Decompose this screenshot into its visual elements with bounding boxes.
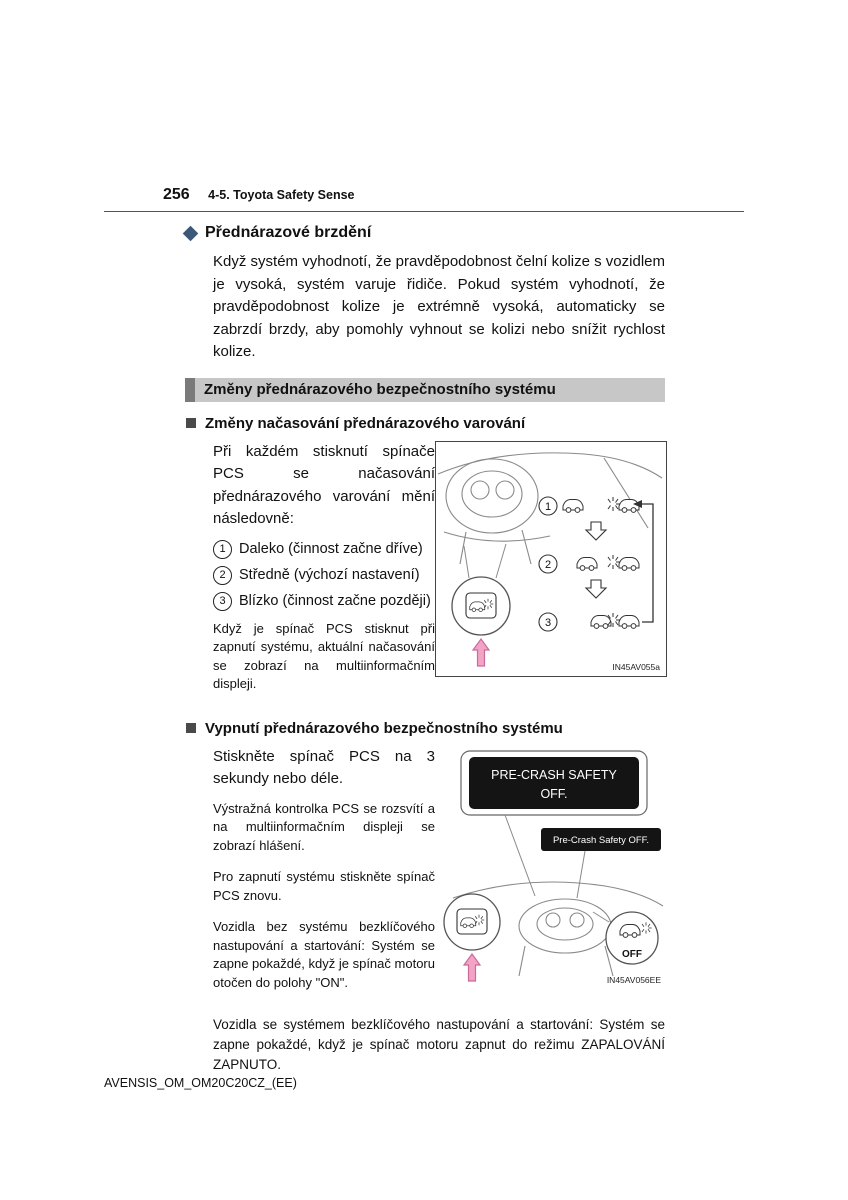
down-arrow-icon (586, 522, 606, 540)
disable-intro: Stiskněte spínač PCS na 3 sekundy nebo déle. (213, 747, 435, 787)
warning-message-text: Pre-Crash Safety OFF. (552, 834, 650, 846)
car-icon (619, 615, 639, 628)
figure-pcs-timing (435, 441, 667, 677)
collision-burst-icon (608, 555, 620, 569)
circled-number: 2 (213, 566, 232, 585)
figure-number-3: 3 (544, 616, 552, 629)
chapter-title: 4-5. Toyota Safety Sense (208, 188, 355, 202)
figure-caption: IN45AV056EE (606, 974, 661, 985)
disable-note: Vozidla bez systému bezklíčového nastupování a startování: Systém se zapne pokaždé, když je spínač motoru otočen do polohy "ON". (213, 919, 435, 990)
square-bullet-icon (186, 723, 196, 733)
precrash-braking-paragraph: Když systém vyhodnotí, že pravděpodobnost čelní kolize s vozidlem je vysoká, systém varuje řidiče. Pokud systém vyhodnotí, že pravděpodobnost kolize je extrémně vysoká, automaticky se zabrzdí brzdy, aby pomohly vyhnout se kolizi nebo snížit rychlost kolize. (213, 253, 665, 360)
car-icon (620, 924, 640, 937)
page-content (185, 224, 665, 1075)
subsection-timing-title (185, 415, 665, 432)
disable-note: Pro zapnutí systému stiskněte spínač PCS znovu. (213, 869, 435, 903)
steering-wheel-icon (519, 899, 611, 953)
pcs-timing-illustration (436, 442, 664, 674)
warning-message-box (541, 828, 661, 898)
section-precrash-braking-title (185, 224, 665, 242)
collision-burst-icon (608, 497, 620, 511)
smart-key-note: Vozidla se systémem bezklíčového nastupování a startování: Systém se zapne pokaždé, když je spínač motoru zapnut do režimu ZAPALOVÁNÍ ZAPNUTO. (213, 1017, 665, 1072)
down-arrow-icon (586, 580, 606, 598)
diamond-bullet-icon (183, 225, 199, 241)
car-icon (619, 499, 639, 512)
press-arrow-icon (473, 639, 489, 666)
circled-number: 3 (213, 592, 232, 611)
figure-number-1: 1 (544, 500, 552, 513)
list-item (213, 591, 435, 611)
list-item (213, 539, 435, 559)
press-arrow-icon (464, 954, 480, 981)
page-header (104, 186, 744, 212)
car-icon (577, 557, 597, 570)
section-title-text: Přednárazové brzdění (205, 224, 372, 241)
pcs-off-indicator-callout (593, 912, 658, 964)
subsection-title-text: Vypnutí přednárazového bezpečnostního systému (205, 719, 563, 737)
section-bar-system-changes (185, 378, 665, 402)
page-number: 256 (163, 186, 190, 203)
circled-number: 1 (213, 540, 232, 559)
car-icon (563, 499, 583, 512)
document-footer: AVENSIS_OM_OM20C20CZ_(EE) (104, 1076, 297, 1090)
figure-caption: IN45AV055a (612, 661, 660, 672)
display-text-line2: OFF. (540, 786, 568, 801)
figure-pcs-off (435, 746, 665, 986)
disable-columns (185, 746, 665, 1006)
timing-columns (185, 441, 665, 707)
subsection-title-text: Změny načasování přednárazového varování (205, 414, 526, 432)
steering-wheel-icon (446, 459, 538, 533)
option-label: Daleko (činnost začne dříve) (239, 540, 423, 557)
subsection-disable-title (185, 720, 665, 737)
pcs-switch-callout (444, 894, 500, 981)
multi-info-display (461, 751, 650, 896)
timing-settings-diagram (539, 497, 653, 631)
square-bullet-icon (186, 418, 196, 428)
off-label: OFF (622, 948, 642, 960)
display-screen (469, 757, 639, 809)
figure-number-2: 2 (544, 558, 552, 571)
pcs-off-illustration (435, 746, 665, 986)
timing-note: Když je spínač PCS stisknut při zapnutí systému, aktuální načasování se zobrazí na multiinformačním displeji. (213, 620, 435, 691)
display-text-line1: PRE-CRASH SAFETY (491, 767, 617, 782)
section-bar-title: Změny přednárazového bezpečnostního systému (204, 381, 556, 398)
car-icon (619, 557, 639, 570)
timing-options-list (213, 539, 435, 611)
disable-text-column (213, 746, 435, 1006)
disable-note: Výstražná kontrolka PCS se rozsvítí a na multiinformačním displeji se zobrazí hlášení. (213, 800, 435, 853)
option-label: Blízko (činnost začne později) (239, 592, 431, 609)
timing-intro: Při každém stisknutí spínače PCS se načasování přednárazového varování mění následovně: (213, 442, 435, 527)
list-item (213, 565, 435, 585)
timing-text-column (213, 441, 435, 707)
option-label: Středně (výchozí nastavení) (239, 566, 420, 583)
car-icon (591, 615, 611, 628)
